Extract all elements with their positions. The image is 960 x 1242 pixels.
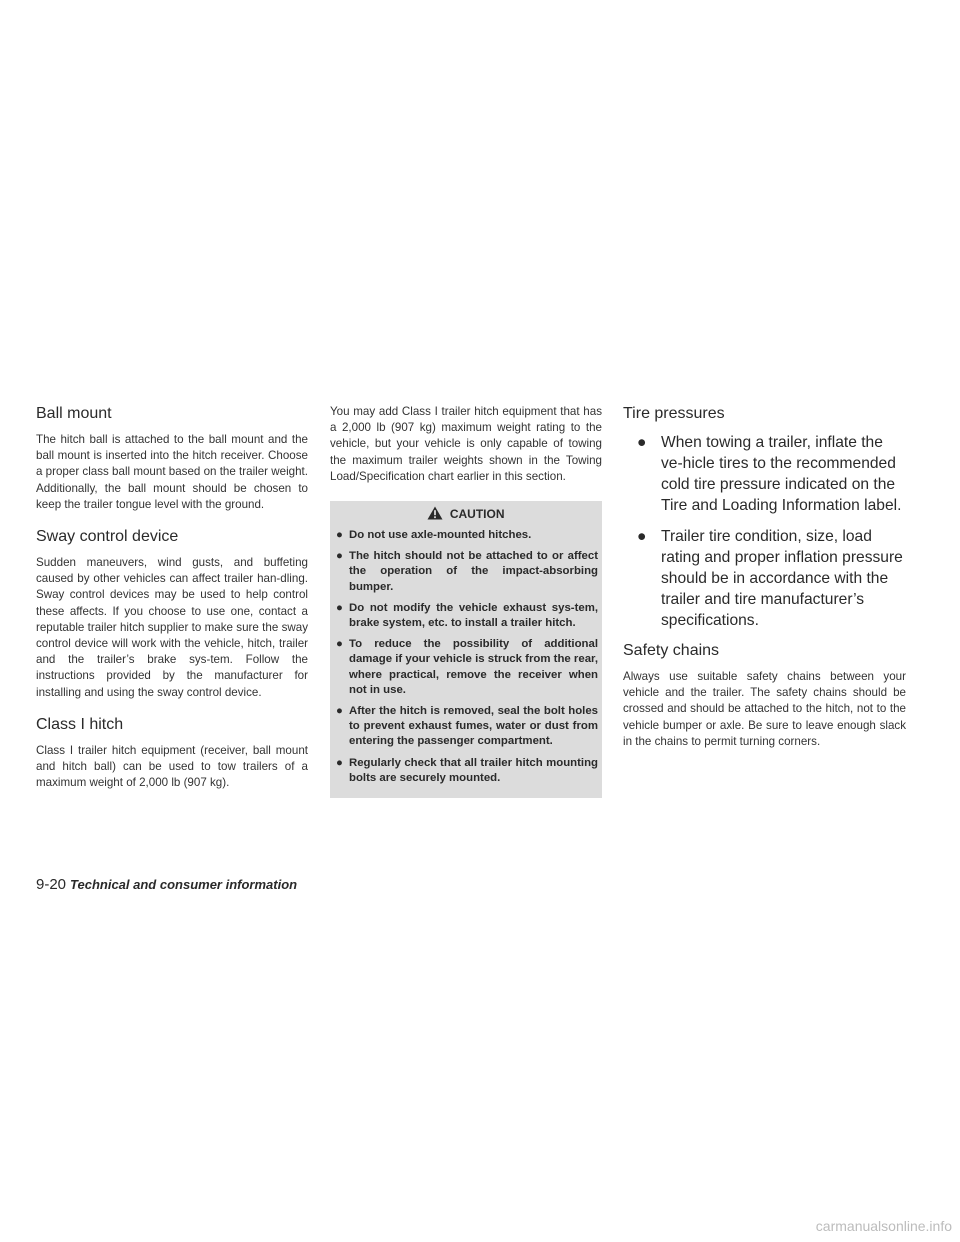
tire-list-item: ● Trailer tire condition, size, load rating and proper inflation pressure should be in accordance with the trailer and tire manufacturer’s specifications. xyxy=(637,528,903,629)
safety-chains-heading: Safety chains xyxy=(623,642,720,659)
bullet-icon: ● xyxy=(336,705,343,718)
middle-column xyxy=(330,404,602,798)
ball-mount-heading: Ball mount xyxy=(36,405,112,422)
class-hitch-paragraph: Class I trailer hitch equipment (receiver, ball mount and hitch ball) can be used to tow trailers of a maximum weight of 2,000 lb (907 kg). xyxy=(36,743,308,790)
caution-box xyxy=(330,501,602,798)
class-hitch-heading: Class I hitch xyxy=(36,715,124,733)
bullet-icon: ● xyxy=(336,601,343,614)
safety-chains-paragraph: Always use suitable safety chains between your vehicle and the trailer. The safety chains should be crossed and should be attached to the hitch, not to the vehicle bumper or axle. Be sure to leave enough slack in the chains to permit turning corners. xyxy=(623,670,906,748)
page-footer xyxy=(36,876,297,893)
watermark: carmanualsonline.info xyxy=(815,1218,952,1234)
bullet-icon: ● xyxy=(637,528,647,545)
caution-item: ● After the hitch is removed, seal the bolt holes to prevent exhaust fumes, water or dust from entering the passenger compartment. xyxy=(336,705,598,748)
bullet-icon: ● xyxy=(336,550,343,563)
warning-triangle-icon xyxy=(427,506,443,520)
tire-pressures-heading: Tire pressures xyxy=(623,405,725,422)
tire-pressure-list xyxy=(623,432,906,631)
section-title: Technical and consumer information xyxy=(70,877,298,892)
ball-mount-paragraph: The hitch ball is attached to the ball mount and the ball mount is inserted into the hitch receiver. Choose a proper class ball mount based on the trailer weight. Additionally, the ball mount should be chosen to keep the trailer tongue level with the ground. xyxy=(36,433,308,511)
page-number: 9-20 xyxy=(36,876,67,893)
sway-control-heading: Sway control device xyxy=(36,528,179,546)
sway-control-paragraph: Sudden maneuvers, wind gusts, and buffeting caused by other vehicles can affect trailer han-dling. Sway control devices may be used to help control these affects. If you choose to use one, contact a reputable trailer hitch supplier to make sure the sway control device will work with the vehicle, hitch, trailer and the trailer’s brake sys-tem. Follow the instructions provided by the manufacturer for installing and using the sway control device. xyxy=(36,556,308,699)
caution-item: ● Do not use axle-mounted hitches. xyxy=(336,528,598,543)
caution-title: CAUTION xyxy=(449,507,505,522)
bullet-icon: ● xyxy=(637,434,647,451)
bullet-icon: ● xyxy=(336,529,343,542)
caution-item: ● The hitch should not be attached to or affect the operation of the impact-absorbing bumper. xyxy=(336,550,598,593)
caution-item: ● To reduce the possibility of additional damage if your vehicle is struck from the rear, where practical, remove the receiver when not in use. xyxy=(336,638,598,696)
caution-item: ● Regularly check that all trailer hitch mounting bolts are securely mounted. xyxy=(336,756,598,784)
caution-item: ● Do not modify the vehicle exhaust sys-tem, brake system, etc. to install a trailer hitch. xyxy=(336,601,598,630)
caution-list xyxy=(330,528,602,786)
right-column xyxy=(623,404,906,760)
bullet-icon: ● xyxy=(336,638,343,651)
hitch-equipment-paragraph: You may add Class I trailer hitch equipment that has a 2,000 lb (907 kg) maximum weight rating to the vehicle, but your vehicle is only capable of towing the maximum trailer weights shown in the Towing Load/Specification chart earlier in this section. xyxy=(330,405,602,483)
left-column xyxy=(36,404,308,801)
bullet-icon: ● xyxy=(336,756,343,769)
tire-list-item: ● When towing a trailer, inflate the ve-hicle tires to the recommended cold tire pressure indicated on the Tire and Loading Information label. xyxy=(637,434,902,514)
caution-header xyxy=(330,501,602,525)
